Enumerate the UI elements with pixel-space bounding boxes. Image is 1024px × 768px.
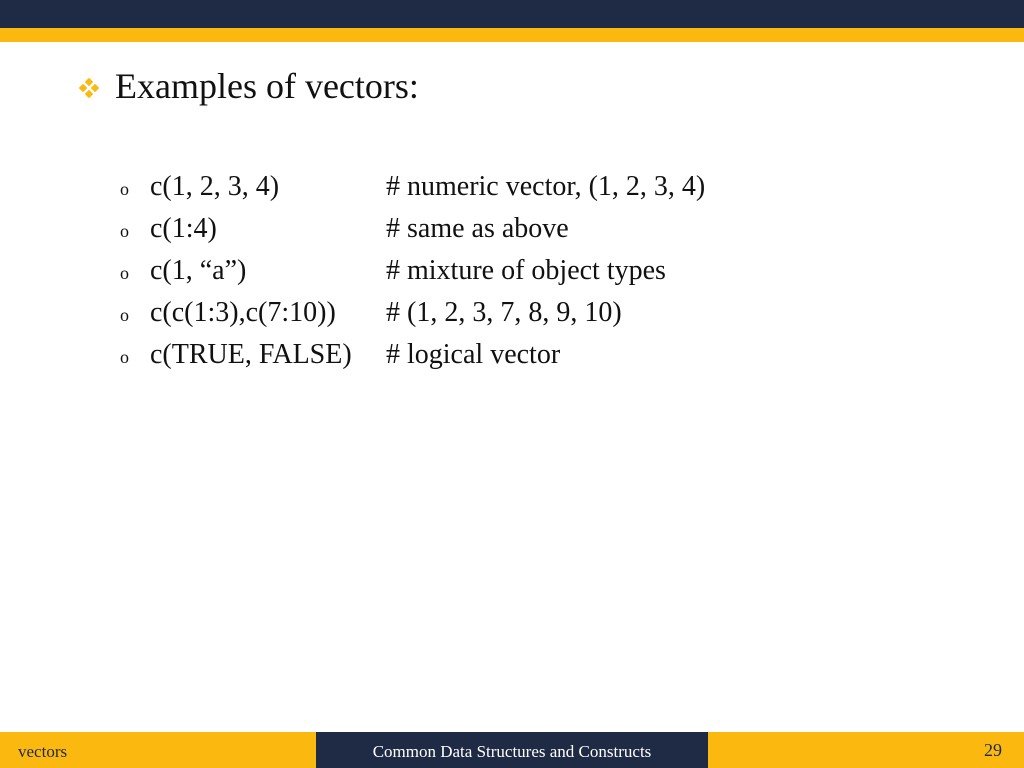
hollow-circle-icon: o [120,263,129,283]
example-code: c(1, 2, 3, 4) [150,171,280,202]
list-item [120,250,705,292]
example-comment: # mixture of object types [386,255,666,286]
footer-page-block [708,732,1024,768]
header-bar [0,0,1024,28]
example-comment: # numeric vector, (1, 2, 3, 4) [386,171,706,202]
hollow-circle-icon: o [120,179,129,199]
list-item [120,208,705,250]
example-code: c(c(1:3),c(7:10)) [150,297,336,328]
hollow-circle-icon: o [120,347,129,367]
examples-list [120,166,705,376]
hollow-circle-icon: o [120,305,129,325]
footer-section [0,732,316,768]
example-code: c(TRUE, FALSE) [150,339,352,370]
slide-heading [80,64,419,108]
example-comment: # same as above [386,213,569,244]
heading-text: Examples of vectors: [115,66,419,106]
example-code: c(1:4) [150,213,217,244]
example-comment: # (1, 2, 3, 7, 8, 9, 10) [386,297,622,328]
header-accent-stripe [0,28,1024,42]
page-number: 29 [984,740,1002,760]
list-item [120,166,705,208]
hollow-circle-icon: o [120,221,129,241]
footer-title: Common Data Structures and Constructs [372,742,652,761]
list-item [120,334,705,376]
footer-section-label: vectors [18,742,68,761]
example-code: c(1, “a”) [150,255,247,286]
example-comment: # logical vector [386,339,561,370]
list-item [120,292,705,334]
footer-title-block [316,732,708,768]
diamond-cluster-icon [80,79,98,97]
slide-footer [0,732,1024,768]
